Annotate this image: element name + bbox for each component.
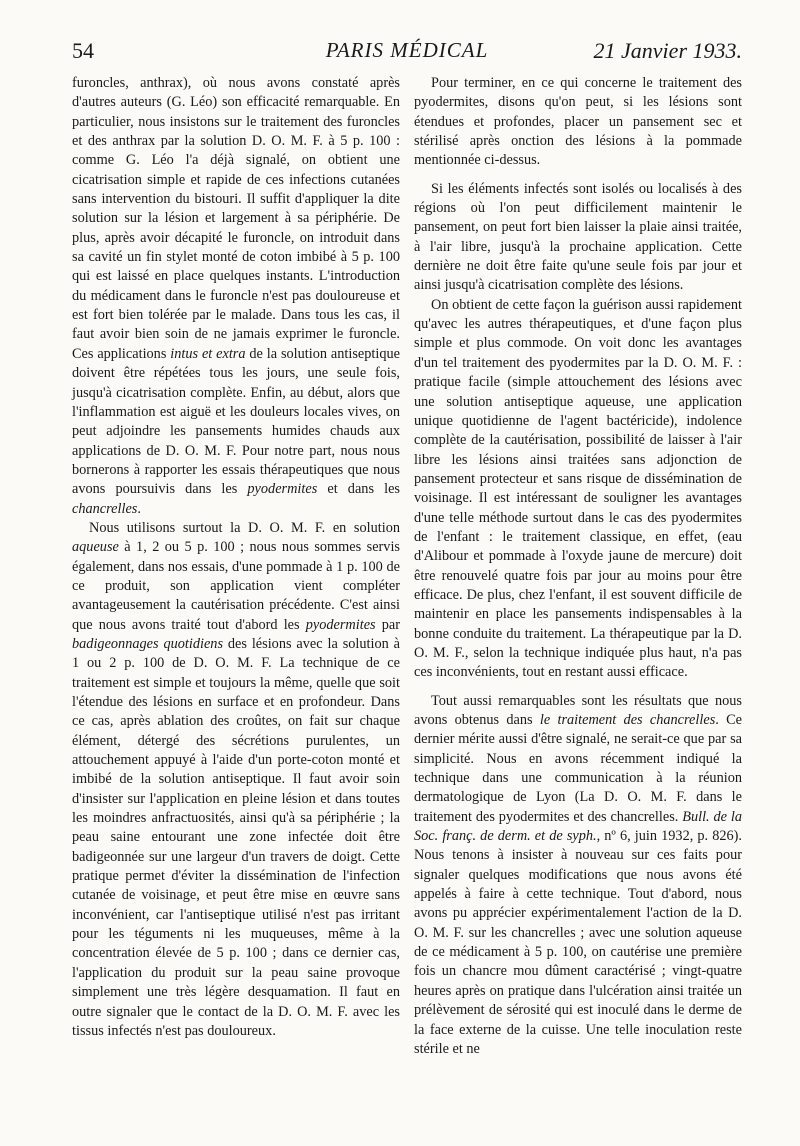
paragraph-avantages: On obtient de cette façon la guérison aussi rapidement qu'avec les autres thérapeutiques, et d'une façon plus simple et plus commode. On voit donc les avantages d'un tel traitement des pyodermites par la D. O. M. F. : pratique facile (simple attouchement des lésions avec une solution antiseptique aqueuse, une application unique quotidienne de l'agent bactéricide), indolence complète de la cautérisation, possibilité de laisser à l'air libre les lésions ainsi traitées sans adjonction de pansement protecteur et sans risque de dissémination de voisinage. Il est intéressant de souligner les avantages d'une telle méthode surtout dans le cas des pyodermites de l'enfant : le traitement classique, en effet, (eau d'Alibour et pommade à l'oxyde jaune de mercure) doit être renouvelé quatre fois par jour au moins pour être efficace. De plus, chez l'enfant, il est souvent difficile de maintenir en place les pansements indispensables à la bonne conduite du traitement. La thérapeutique par la D. O. M. F., selon la technique indiquée plus haut, n'a pas ces inconvénients, tout en restant aussi efficace. — [414, 296, 742, 681]
issue-date: 21 Janvier 1933. — [593, 38, 742, 63]
paragraph-chancrelles: Tout aussi remarquables sont les résultats que nous avons obtenus dans le traitement des chancrelles. Ce dernier mérite aussi d'être signalé, ne serait-ce que par sa simplicité. Nous en avons récemment indiqué la technique dans une communication à la réunion dermatologique de Lyon (La D. O. M. F. dans le traitement des pyodermites et des chancrelles. Bull. de la Soc. franç. de derm. et de syph., nº 6, juin 1932, p. 826). Nous tenons à insister à nouveau sur ces faits pour signaler quelques modifications que nous avons été appelés à faire à cette technique. Tout d'abord, nous avons pu apprécier expérimentalement l'action de la D. O. M. F. sur les chancrelles ; avec une solution aqueuse de ce médicament à 5 p. 100, on cautérise une première fois un chancre mou dûment caractérisé ; vingt-quatre heures après on pratique dans l'ulcération ainsi traitée un prélèvement de sérosité qui est inoculé dans le derme de la face externe de la cuisse. Une telle inoculation reste stérile et ne — [414, 692, 743, 1057]
running-header — [72, 38, 742, 68]
left-column — [72, 74, 400, 1041]
right-column — [414, 74, 742, 1059]
paragraph-pour-terminer: Pour terminer, en ce qui concerne le traitement des pyodermites, disons qu'on peut, si les lésions sont étendues et profondes, placer un pansement sec et stérilisé après onction des lésions à la pommade mentionnée ci-dessus. — [414, 75, 742, 169]
paragraph-elements-isoles: Si les éléments infectés sont isolés ou localisés à des régions où l'on peut difficilement maintenir le pansement, on peut fort bien laisser la plaie ainsi traitée, à l'air libre, jusqu'à la prochaine application. Cette dernière ne doit être faite qu'une seule fois par jour et ainsi jusqu'à cicatrisation complète des lésions. — [414, 180, 742, 294]
paragraph-solution-aqueuse: Nous utilisons surtout la D. O. M. F. en solution aqueuse à 1, 2 ou 5 p. 100 ; nous nous sommes servis également, dans nos essais, d'une pommade à 1 p. 100 de ce produit, son application vient compléter avantageusement la cautérisation précédente. C'est ainsi que nous avons traité tout d'abord les pyodermites par badigeonnages quotidiens des lésions avec la solution à 1 ou 2 p. 100 de D. O. M. F. La technique de ce traitement est simple et toujours la même, quelle que soit l'étendue des lésions en surface et en profondeur. Dans ce cas, après ablation des croûtes, on fait sur chaque élément, détergé des sécrétions purulentes, un attouchement appuyé à l'aide d'un porte-coton monté et imbibé de la solution antiseptique. Il faut avoir soin d'insister sur l'application en pleine lésion et dans toutes les moindres anfractuosités, ainsi qu'à sa périphérie ; la peau saine entourant une zone infectée doit être badigeonnée sur une largeur d'un travers de doigt. Cette pratique permet d'éviter la dissémination de l'infection cutanée de voisinage, et peut être mise en œuvre sans inconvénient, car l'antiseptique utilisé n'est pas irritant pour les téguments ni les muqueuses, même à la concentration élevée de 5 p. 100 ; dans ce dernier cas, l'application du produit sur la peau saine provoque simplement une très légère desquamation. Il faut en outre signaler que le contact de la D. O. M. F. avec les tissus infectés n'est pas douloureux. — [72, 519, 400, 1039]
journal-title: PARIS MÉDICAL — [325, 38, 489, 62]
page-number: 54 — [72, 38, 94, 63]
paragraph-furoncles: furoncles, anthrax), où nous avons constaté après d'autres auteurs (G. Léo) son efficacité remarquable. En particulier, nous insistons sur le traitement des furoncles et des anthrax par la solution D. O. M. F. à 5 p. 100 : comme G. Léo l'a déjà signalé, on obtient une cicatrisation simple et rapide de ces infections cutanées sans intervention du bistouri. Il suffit d'appliquer la dite solution sur la lésion et largement à sa périphérie. De plus, après avoir décapité le furoncle, on introduit dans sa cavité un fin stylet monté de coton imbibé à 5 p. 100 qui est laissé en place quelques instants. L'introduction du médicament dans le furoncle n'est pas douloureuse et est fort bien tolérée par le malade. Dans tous les cas, il faut avoir bien soin de ne jamais exprimer le furoncle. Ces applications intus et extra de la solution antiseptique doivent être répétées tous les jours, une seule fois, jusqu'à cicatrisation complète. Enfin, au début, alors que l'inflammation est aiguë et les douleurs locales vives, on peut adjoindre les pansements humides chauds aux applications de D. O. M. F. Pour notre part, nous nous bornerons à rapporter les essais thérapeutiques que nous avons poursuivis dans les pyodermites et dans les chancrelles. — [72, 75, 400, 517]
